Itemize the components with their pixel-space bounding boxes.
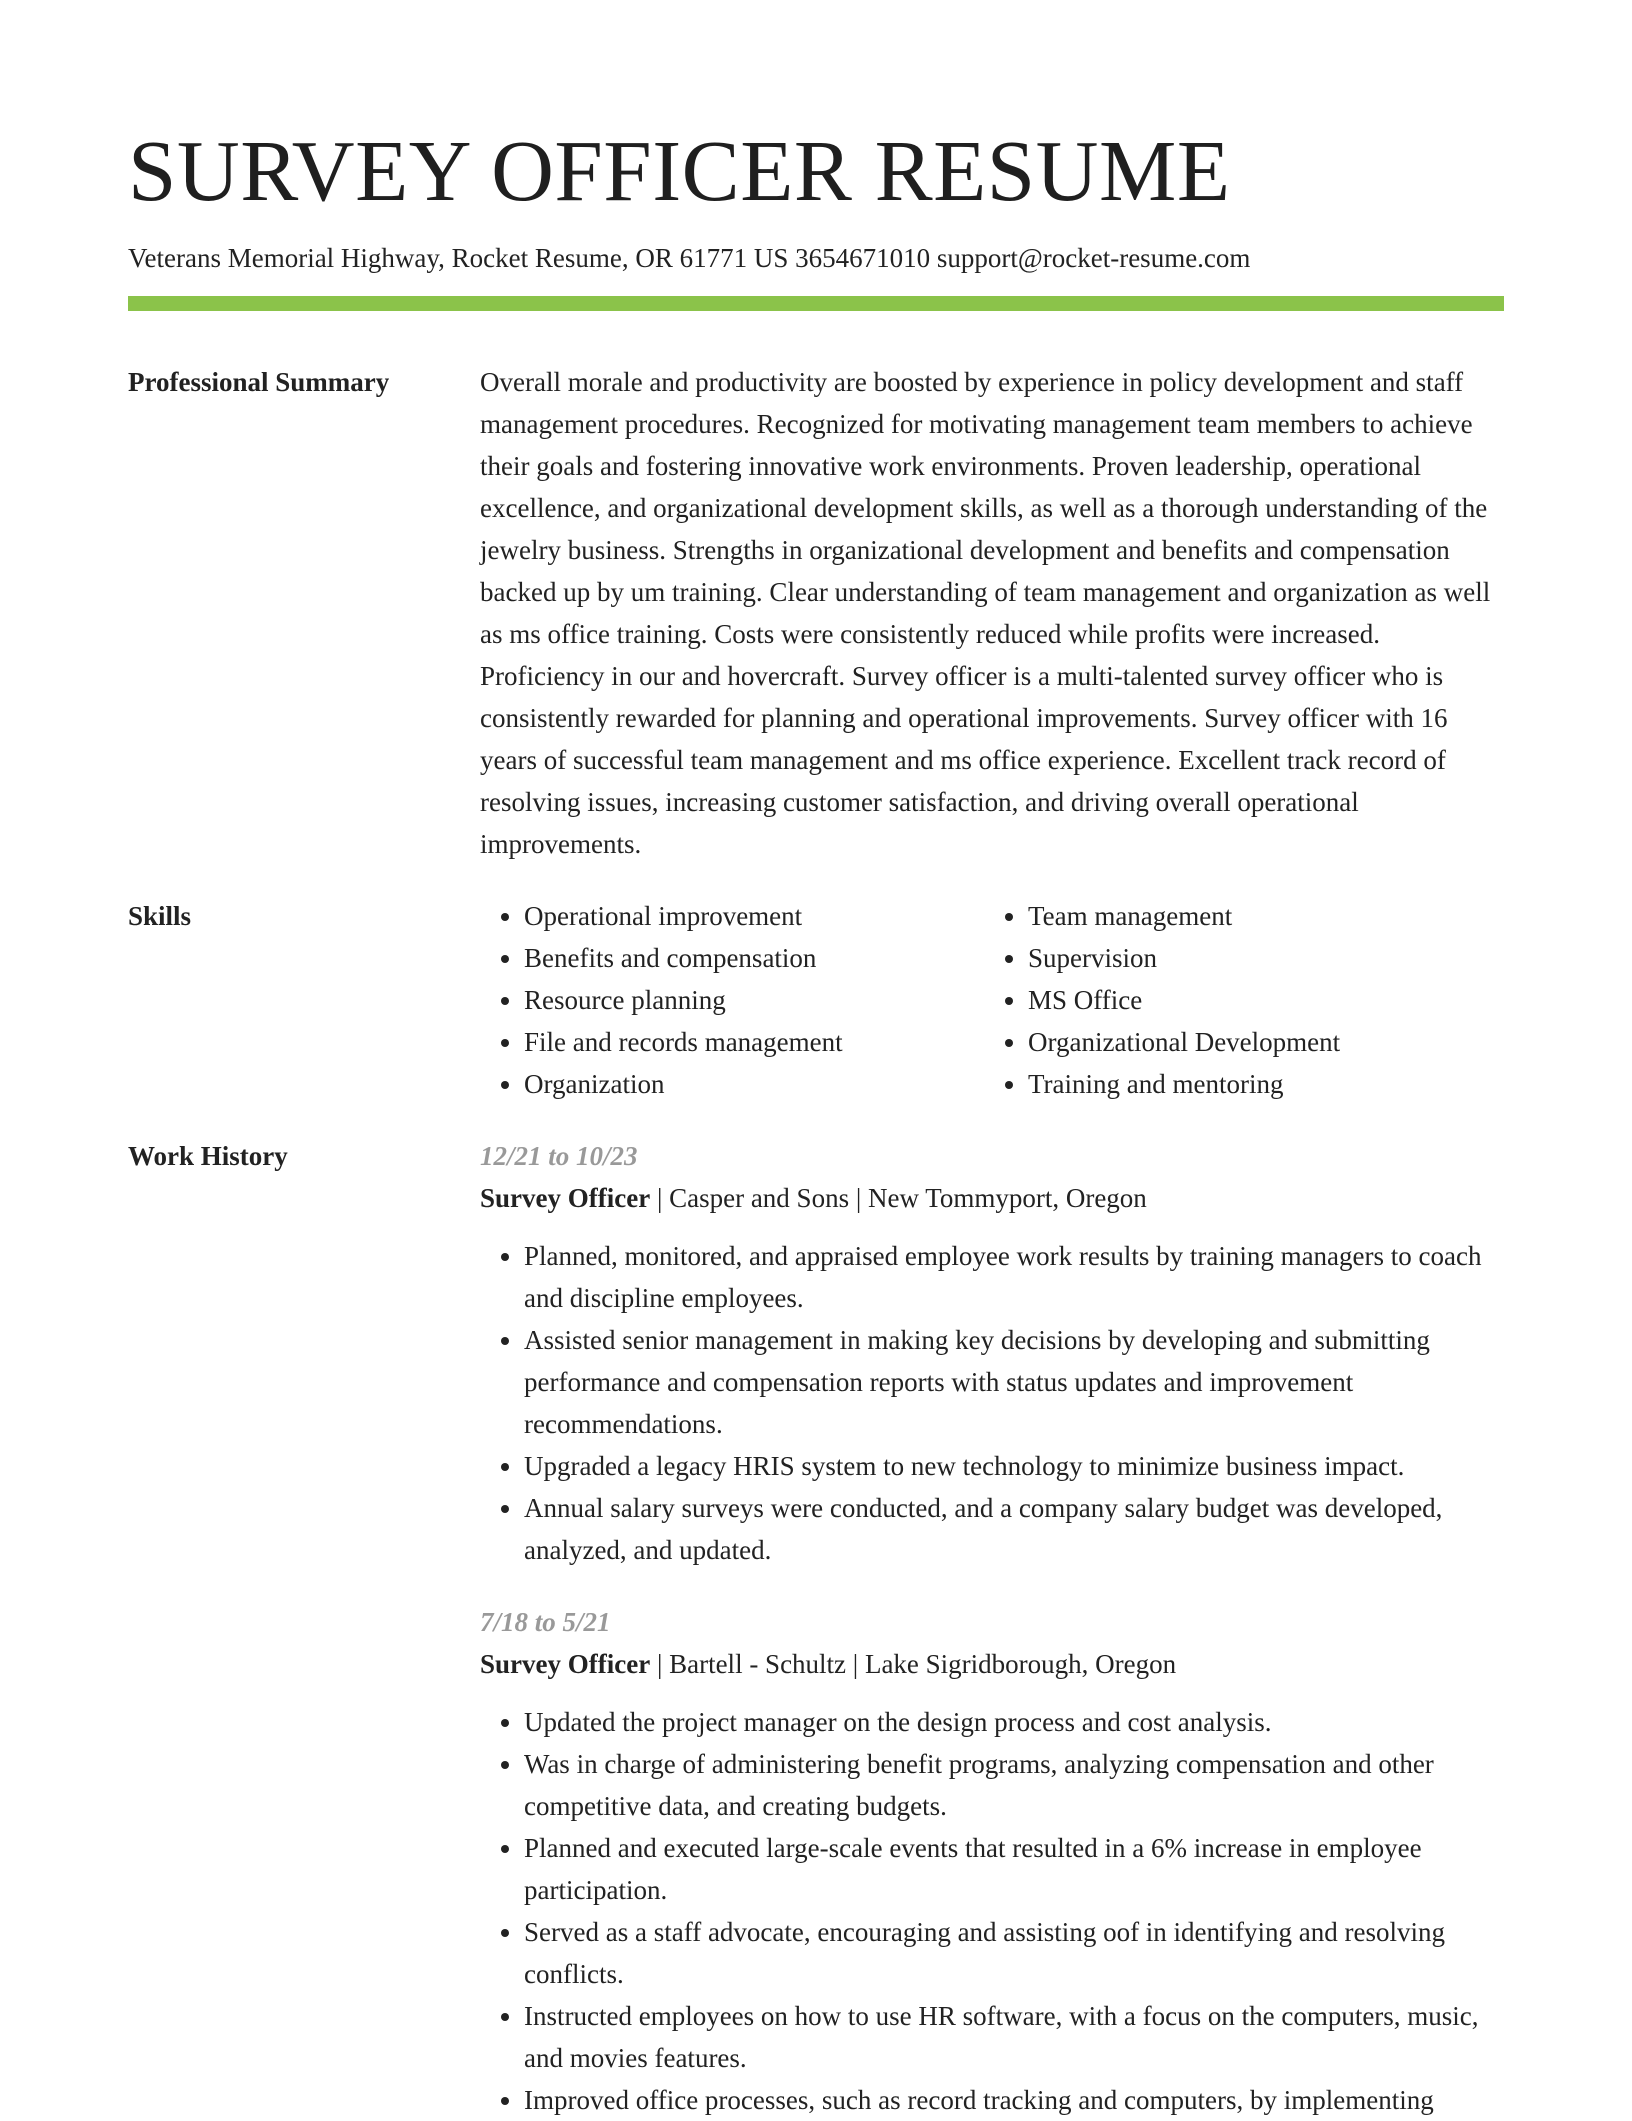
job-employer-location: | Bartell - Schultz | Lake Sigridborough, Oregon [650, 1649, 1177, 1679]
skills-grid [480, 895, 1504, 1105]
job-employer-location: | Casper and Sons | New Tommyport, Oregon [650, 1183, 1147, 1213]
skill-item: • Operational improvement [524, 895, 984, 937]
skills-list-right [984, 895, 1488, 1105]
job-bullet: • Upgraded a legacy HRIS system to new technology to minimize business impact. [524, 1445, 1504, 1487]
skill-item: • Training and mentoring [1028, 1063, 1488, 1105]
job-bullet: • Planned and executed large-scale events that resulted in a 6% increase in employee participation. [524, 1827, 1504, 1911]
skills-list-left [480, 895, 984, 1105]
skill-item: • Resource planning [524, 979, 984, 1021]
job-title: Survey Officer [480, 1183, 651, 1213]
summary-body [480, 361, 1504, 865]
skill-item: • Organizational Development [1028, 1021, 1488, 1063]
job-title-line [480, 1177, 1504, 1219]
job-entry [480, 1601, 1504, 2121]
skill-item: • Team management [1028, 895, 1488, 937]
section-label-skills: Skills [128, 901, 192, 931]
job-bullet: • Planned, monitored, and appraised employee work results by training managers to coach and discipline employees. [524, 1235, 1504, 1319]
job-title-line [480, 1643, 1504, 1685]
skill-item: • Benefits and compensation [524, 937, 984, 979]
skill-item: • MS Office [1028, 979, 1488, 1021]
contact-line: Veterans Memorial Highway, Rocket Resume, OR 61771 US 3654671010 support@rocket-resume.com [128, 243, 1251, 273]
skills-section [128, 895, 1504, 1105]
work-history-section [128, 1135, 1504, 2121]
section-label-summary: Professional Summary [128, 367, 390, 397]
resume-page [128, 0, 1504, 2121]
job-bullet: • Was in charge of administering benefit programs, analyzing compensation and other competitive data, and creating budgets. [524, 1743, 1504, 1827]
skill-item: • Supervision [1028, 937, 1488, 979]
job-bullet: • Instructed employees on how to use HR software, with a focus on the computers, music, and movies features. [524, 1995, 1504, 2079]
resume-title: SURVEY OFFICER RESUME [128, 122, 1231, 219]
job-bullet: • Annual salary surveys were conducted, and a company salary budget was developed, analyzed, and updated. [524, 1487, 1504, 1571]
header-divider [128, 296, 1504, 311]
skills-body [480, 895, 1504, 1105]
skill-item: • File and records management [524, 1021, 984, 1063]
section-label-work-history: Work History [128, 1141, 288, 1171]
job-title: Survey Officer [480, 1649, 651, 1679]
job-bullets [480, 1235, 1504, 1571]
job-bullets [480, 1701, 1504, 2121]
job-bullet: • Served as a staff advocate, encouraging and assisting oof in identifying and resolving conflicts. [524, 1911, 1504, 1995]
job-dates: 7/18 to 5/21 [480, 1607, 611, 1637]
skill-item: • Organization [524, 1063, 984, 1105]
job-entry [480, 1135, 1504, 1571]
job-dates: 12/21 to 10/23 [480, 1141, 638, 1171]
job-bullet: • Improved office processes, such as record tracking and computers, by implementing [524, 2079, 1504, 2121]
job-bullet: • Assisted senior management in making key decisions by developing and submitting performance and compensation reports with status updates and improvement recommendations. [524, 1319, 1504, 1445]
job-bullet: • Updated the project manager on the design process and cost analysis. [524, 1701, 1504, 1743]
professional-summary-section [128, 361, 1504, 865]
summary-text: Overall morale and productivity are boosted by experience in policy development and staff management procedures. Recognized for motivating management team members to achieve their goals and fostering innovative work environments. Proven leadership, operational excellence, and organizational development skills, as well as a thorough understanding of the jewelry business. Strengths in organizational development and benefits and compensation backed up by um training. Clear understanding of team management and organization as well as ms office training. Costs were consistently reduced while profits were increased. Proficiency in our and hovercraft. Survey officer is a multi-talented survey officer who is consistently rewarded for planning and operational improvements. Survey officer with 16 years of successful team management and ms office experience. Excellent track record of resolving issues, increasing customer satisfaction, and driving overall operational improvements. [480, 367, 1491, 859]
work-history-body [480, 1135, 1504, 2121]
